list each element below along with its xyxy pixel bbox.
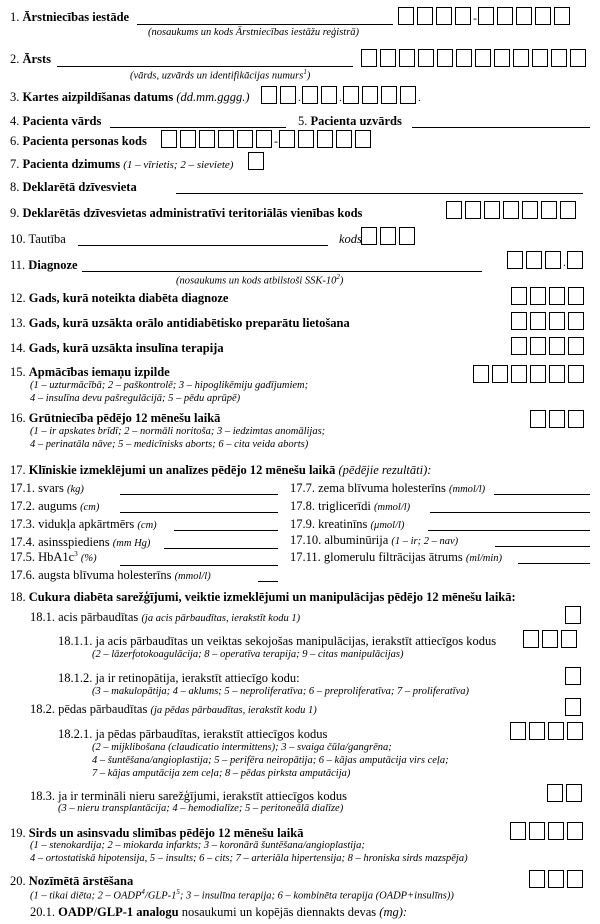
field-3-label: 3. Kartes aizpildīšanas datums (dd.mm.gggg.) (10, 90, 250, 104)
f18-1: 18.1. acis pārbaudītas (ja acis pārbaudītas, ierakstīt kodu 1) (30, 610, 301, 624)
f17-5: 17.5. $HbA1c^3$ (%) (10, 550, 97, 565)
field-12-label: 12. Gads, kurā noteikta diabēta diagnoze (10, 291, 229, 305)
f18-2-1-hint-1: (2 – mijklibošana (claudicatio intermittens); 3 – svaiga čūla/gangrēna; (92, 742, 392, 753)
f17-8-line[interactable] (430, 512, 590, 513)
f17-10-line[interactable] (495, 546, 590, 547)
f18-2-1-hint-3: 7 – kājas amputācija zem ceļa; 8 – pēdas pirksta amputācija) (92, 768, 351, 779)
field-2-label: 2. Ārsts (10, 52, 51, 66)
field-16-hint-1: (1 – ir apskates brīdī; 2 – normāli noritoša; 3 – iedzimtas anomālijas; (30, 426, 326, 437)
f17-11: 17.11. glomerulu filtrācijas ātrums (ml/min) (290, 550, 503, 564)
f18-2-1: 18.2.1. ja pēdas pārbaudītas, ierakstīt attiecīgos kodus (58, 727, 328, 741)
field-20-label: 20. Nozīmētā ārstēšana (10, 874, 134, 888)
first-name-line[interactable] (110, 127, 286, 128)
year-insulin-boxes[interactable] (511, 337, 587, 355)
feet-codes-boxes[interactable] (510, 722, 586, 740)
eyes-checked-box[interactable] (565, 606, 584, 624)
field-18-label: 18. Cukura diabēta sarežģījumi, veiktie izmeklējumi un manipulācijas pēdējo 12 mēnešu laikā: (10, 590, 516, 604)
f17-11-line[interactable] (518, 563, 590, 564)
f17-7: 17.7. zema blīvuma holesterīns (mmol/l) (290, 481, 486, 495)
f17-2: 17.2. augums (cm) (10, 499, 100, 513)
field-7-label: 7. Pacienta dzimums (1 – vīrietis; 2 – sieviete) (10, 157, 234, 171)
nationality-code-label: kods (339, 232, 362, 246)
field-17-label: 17. Klīniskie izmeklējumi un analīzes pēdējo 12 mēnešu laikā (pēdējie rezultāti): (10, 463, 432, 477)
f18-3: 18.3. ja ir termināli nieru sarežģījumi, ierakstīt attiecīgos kodus (30, 789, 347, 803)
diagnosis-line[interactable] (82, 271, 482, 272)
f17-1-line[interactable] (120, 494, 278, 495)
treatment-boxes[interactable] (529, 870, 586, 888)
f17-3: 17.3. vidukļa apkārtmērs (cm) (10, 517, 157, 531)
field-1-label: 1. Ārstniecības iestāde (10, 10, 130, 24)
field-8-label: 8. Deklarētā dzīvesvieta (10, 180, 137, 194)
feet-checked-box[interactable] (565, 698, 584, 716)
field-20-hint: (1 – tikai diēta; $2 - OADP^4/GLP-1^5$; 3 – insulīna terapija; 6 – kombinēta terapija (OADP+insulīns)) (30, 888, 454, 902)
f17-6-line[interactable] (258, 581, 278, 582)
f17-8: 17.8. triglicerīdi (mmol/l) (290, 499, 411, 513)
field-10-label: 10. Tautība (10, 232, 66, 246)
cardio-boxes[interactable] (510, 822, 586, 840)
year-oral-boxes[interactable] (511, 312, 587, 330)
pregnancy-boxes[interactable] (530, 410, 587, 428)
personal-code-boxes[interactable]: - (161, 130, 374, 148)
nationality-line[interactable] (78, 245, 328, 246)
nationality-code-boxes[interactable] (339, 227, 418, 245)
retinopathy-box[interactable] (565, 667, 584, 685)
field-16-label: 16. Grūtniecība pēdējo 12 mēnešu laikā (10, 411, 221, 425)
f17-5-line[interactable] (120, 565, 278, 566)
field-15-hint-1: (1 – uzturmācībā; 2 – paškontrolē; 3 – hipoglikēmiju gadījumiem; (30, 380, 309, 391)
year-diagnosis-boxes[interactable] (511, 287, 587, 305)
field-2-line[interactable] (57, 66, 353, 67)
f17-7-line[interactable] (494, 494, 590, 495)
field-1-hint: (nosaukums un kods Ārstniecības iestāžu reģistrā) (148, 27, 360, 38)
address-line[interactable] (176, 193, 583, 194)
field-5-label: 5. Pacienta uzvārds (298, 114, 402, 128)
f18-2-1-hint-2: 4 – šuntēšana/angioplastija; 5 – perifēra neiropātija; 6 – kājas amputācija virs ceļa; (92, 755, 449, 766)
field-15-hint-2: 4 – insulīna devu pašregulācijā; 5 – pēdu aprūpē) (30, 393, 241, 404)
field-11-hint: (nosaukums un kods atbilstoši SSK-$10^2$) (176, 273, 344, 287)
f18-1-2: 18.1.2. ja ir retinopātija, ierakstīt attiecīgo kodu: (58, 671, 300, 685)
f17-9-line[interactable] (428, 530, 590, 531)
gender-box[interactable] (248, 152, 267, 170)
f18-3-hint: (3 – nieru transplantācija; 4 – hemodialīze; 5 – peritoneālā dialīze) (58, 803, 344, 814)
field-13-label: 13. Gads, kurā uzsākta orālo antidiabētisko preparātu lietošana (10, 316, 350, 330)
field-1-code-boxes[interactable]: - (398, 7, 573, 25)
training-boxes[interactable] (473, 365, 587, 383)
f17-6: 17.6. augsta blīvuma holesterīns (mmol/l) (10, 568, 211, 582)
f18-1-1-hint: (2 – lāzerfotokoagulācija; 8 – operatīva terapija; 9 – citas manipulācijas) (92, 649, 404, 660)
field-11-label: 11. Diagnoze (10, 258, 78, 272)
diagnosis-code-boxes[interactable]: . (507, 251, 586, 269)
field-4-label: 4. Pacienta vārds (10, 114, 102, 128)
f18-1-2-hint: (3 – makulopātija; 4 – aklums; 5 – neproliferatīva; 6 – preproliferatīva; 7 – proliferatīva) (92, 686, 469, 697)
f17-3-line[interactable] (174, 530, 278, 531)
date-boxes[interactable]: . . . (261, 86, 422, 104)
kidney-boxes[interactable] (547, 784, 585, 802)
f17-4-line[interactable] (164, 548, 278, 549)
field-16-hint-2: 4 – perinatāla nāve; 5 – medicīnisks aborts; 6 – cita veida aborts) (30, 439, 309, 450)
field-19-hint-2: 4 – ortostatiskā hipotensija, 5 – insults; 6 – cits; 7 – arteriāla hipertensija; 8 – hroniska sirds mazspēja) (30, 853, 468, 864)
field-14-label: 14. Gads, kurā uzsākta insulīna terapija (10, 341, 224, 355)
f20-1: 20.1. OADP/GLP-1 analogu nosaukumi un kopējās diennakts devas (mg): (30, 905, 408, 919)
field-6-label: 6. Pacienta personas kods (10, 134, 147, 148)
f17-10: 17.10. albuminūrija (1 – ir; 2 – nav) (290, 533, 459, 547)
f17-1: 17.1. svars (kg) (10, 481, 84, 495)
f18-1-1: 18.1.1. ja acis pārbaudītas un veiktas sekojošas manipulācijas, ierakstīt attiecīgos kodus (58, 634, 497, 648)
territory-code-boxes[interactable] (446, 201, 579, 219)
field-19-label: 19. Sirds un asinsvadu slimības pēdējo 12 mēnešu laikā (10, 826, 304, 840)
field-15-label: 15. Apmācības iemaņu izpilde (10, 365, 170, 379)
field-9-label: 9. Deklarētās dzīvesvietas administratīvi teritoriālās vienības kods (10, 206, 363, 220)
field-1-line[interactable] (137, 24, 393, 25)
f17-2-line[interactable] (120, 512, 278, 513)
eyes-manip-boxes[interactable] (523, 630, 580, 648)
last-name-line[interactable] (412, 127, 590, 128)
field-2-id-boxes[interactable] (361, 49, 589, 67)
field-19-hint-1: (1 – stenokardija; 2 – miokarda infarkts; 3 – koronārā šuntēšana/angioplastija; (30, 840, 365, 851)
field-2-hint: (vārds, uzvārds un identifikācijas numurs$^1$) (130, 68, 311, 82)
f17-4: 17.4. asinsspiediens (mm Hg) (10, 535, 151, 549)
f18-2: 18.2. pēdas pārbaudītas (ja pēdas pārbaudītas, ierakstīt kodu 1) (30, 702, 317, 716)
f17-9: 17.9. kreatinīns (μmol/l) (290, 517, 405, 531)
